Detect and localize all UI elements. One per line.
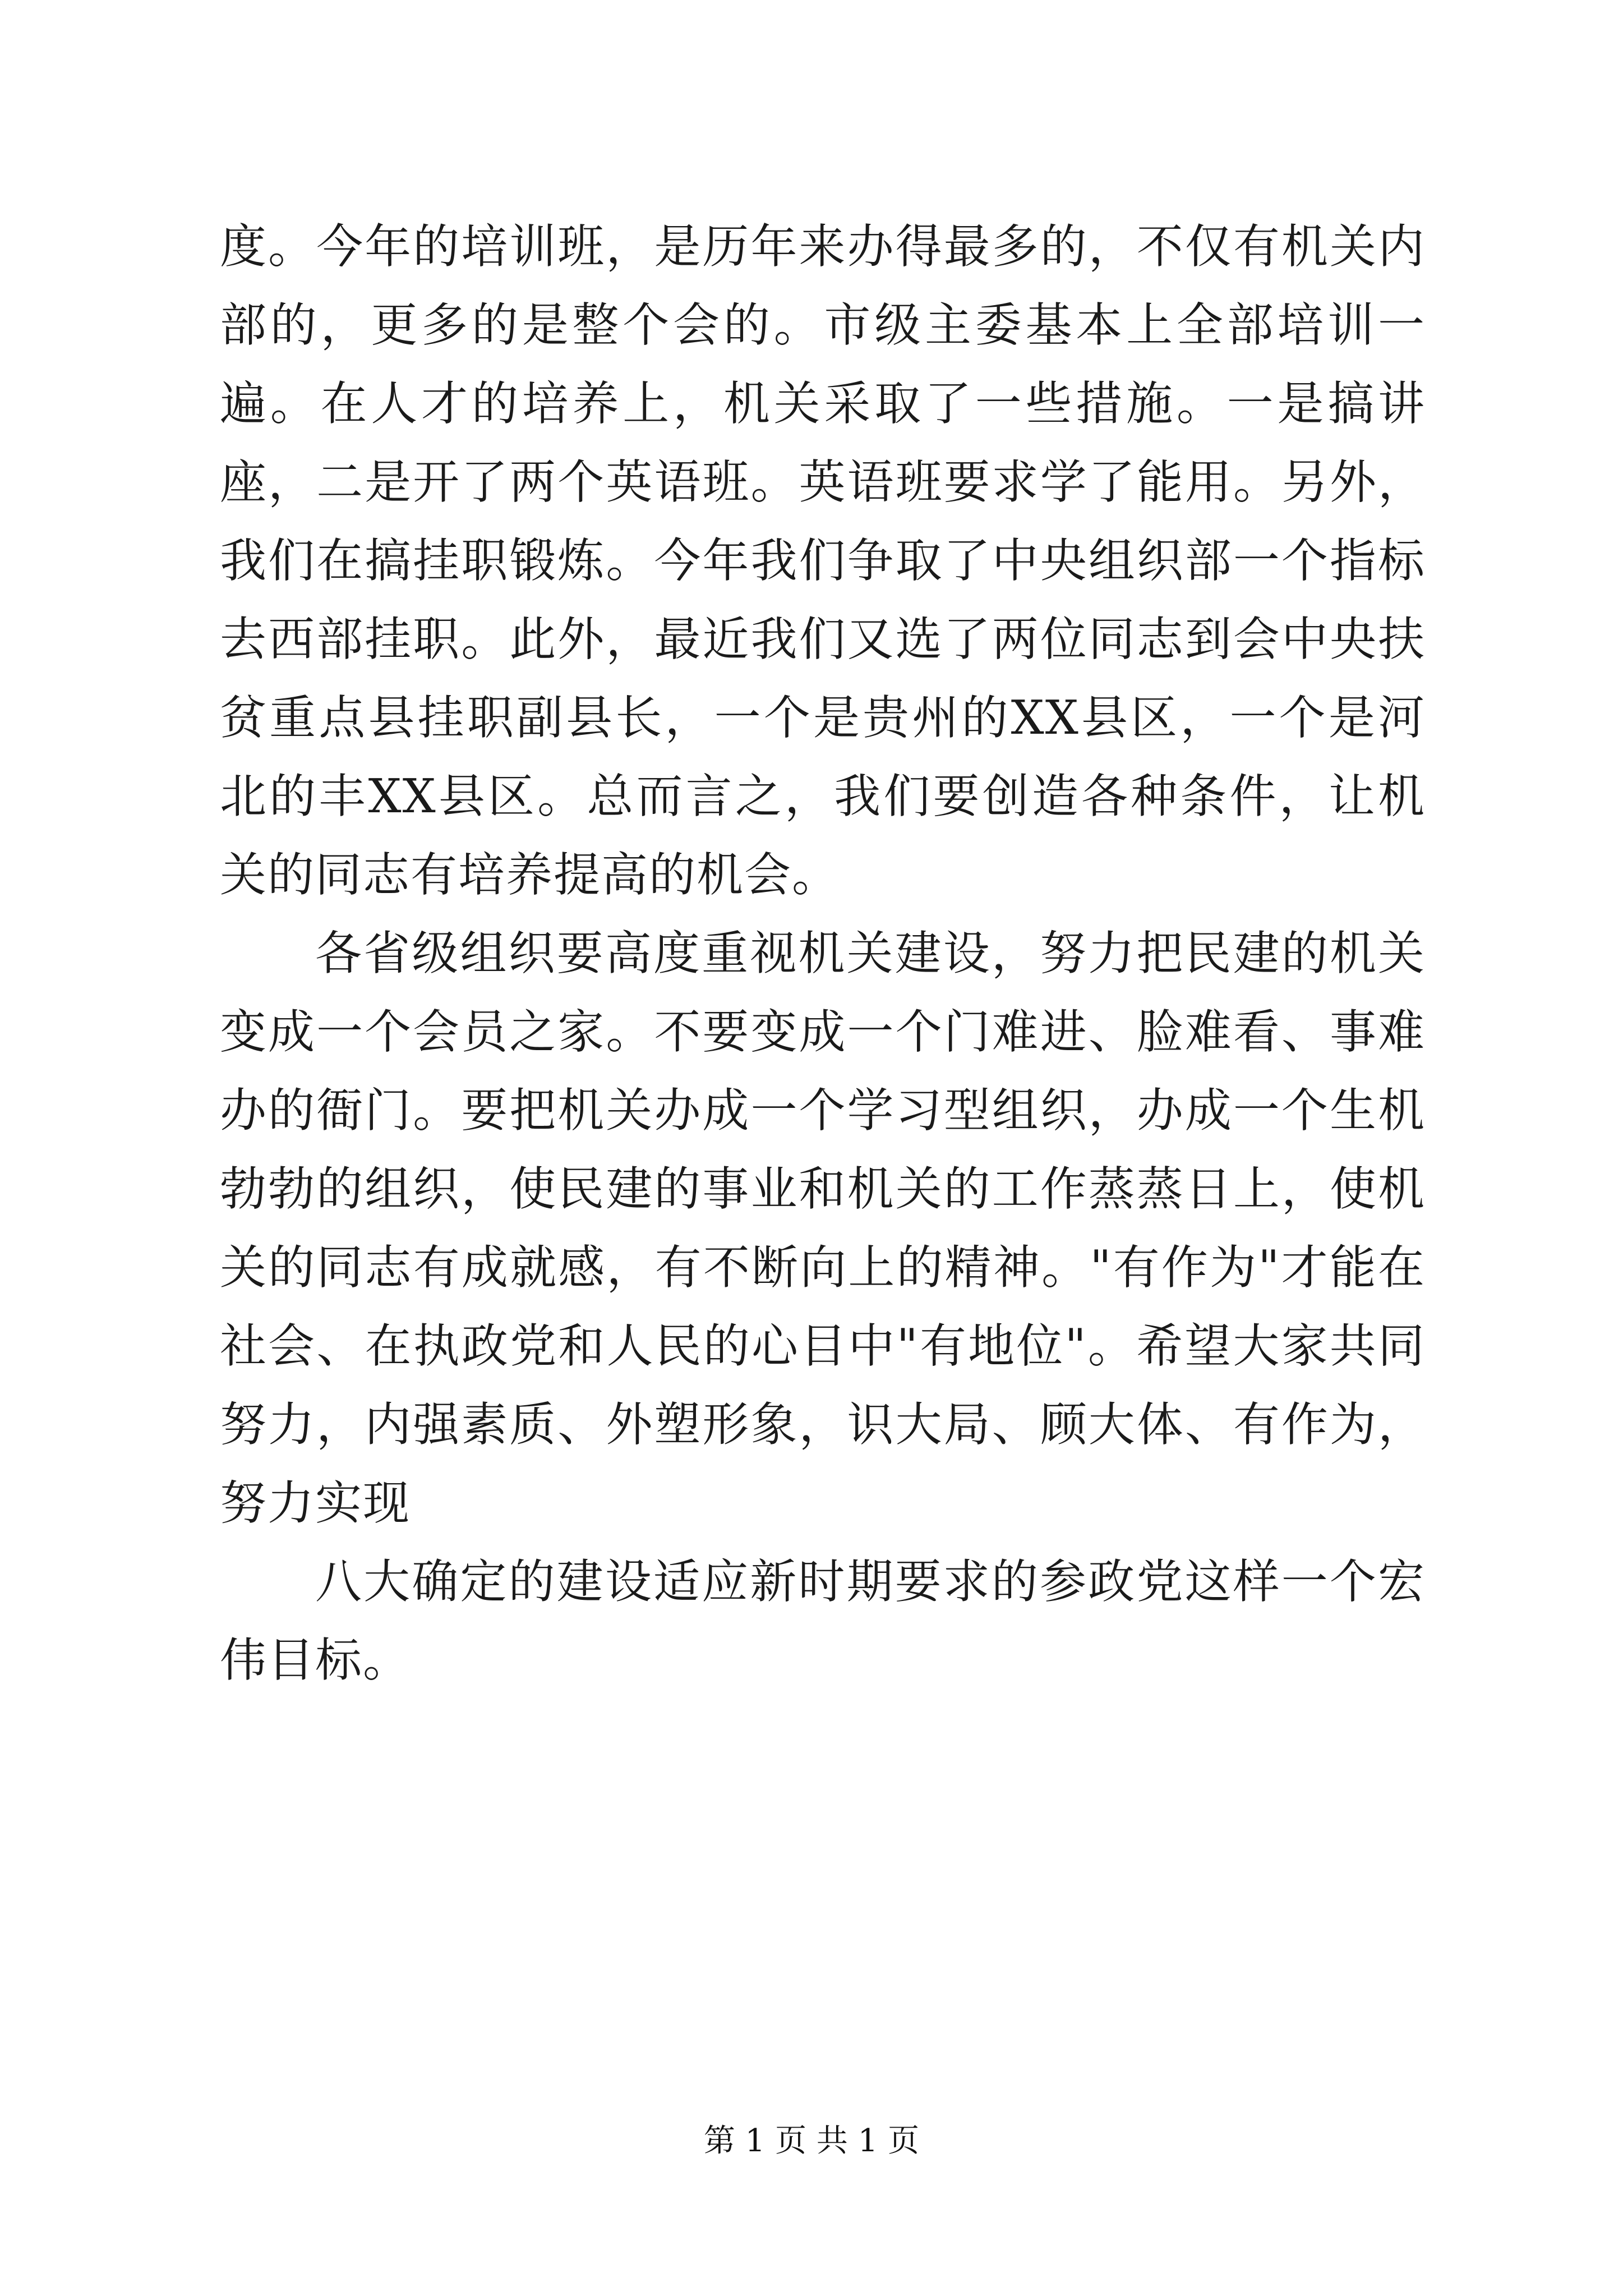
paragraph-2: 各省级组织要高度重视机关建设，努力把民建的机关变成一个会员之家。不要变成一个门难进、脸难看、事难办的衙门。要把机关办成一个学习型组织，办成一个生机勃勃的组织，使民建的事业和机关的工作蒸蒸日上，使机关的同志有成就感，有不断向上的精神。"有作为"才能在社会、在执政党和人民的心目中"有地位"。希望大家共同努力，内强素质、外塑形象，识大局、顾大体、有作为，努力实现 [220,926,1426,1530]
paragraph-1: 度。今年的培训班，是历年来办得最多的，不仅有机关内部的，更多的是整个会的。市级主委基本上全部培训一遍。在人才的培养上，机关采取了一些措施。一是搞讲座，二是开了两个英语班。英语班要求学了能用。另外，我们在搞挂职锻炼。今年我们争取了中央组织部一个指标去西部挂职。此外，最近我们又选了两位同志到会中央扶贫重点县挂职副县长，一个是贵州的XX县区，一个是河北的丰XX县区。总而言之，我们要创造各种条件，让机关的同志有培养提高的机会。 [220,219,1426,902]
paragraph-3: 八大确定的建设适应新时期要求的参政党这样一个宏伟目标。 [220,1554,1426,1687]
document-body [220,208,1426,1700]
page-number-footer: 第 1 页 共 1 页 [703,2123,920,2159]
